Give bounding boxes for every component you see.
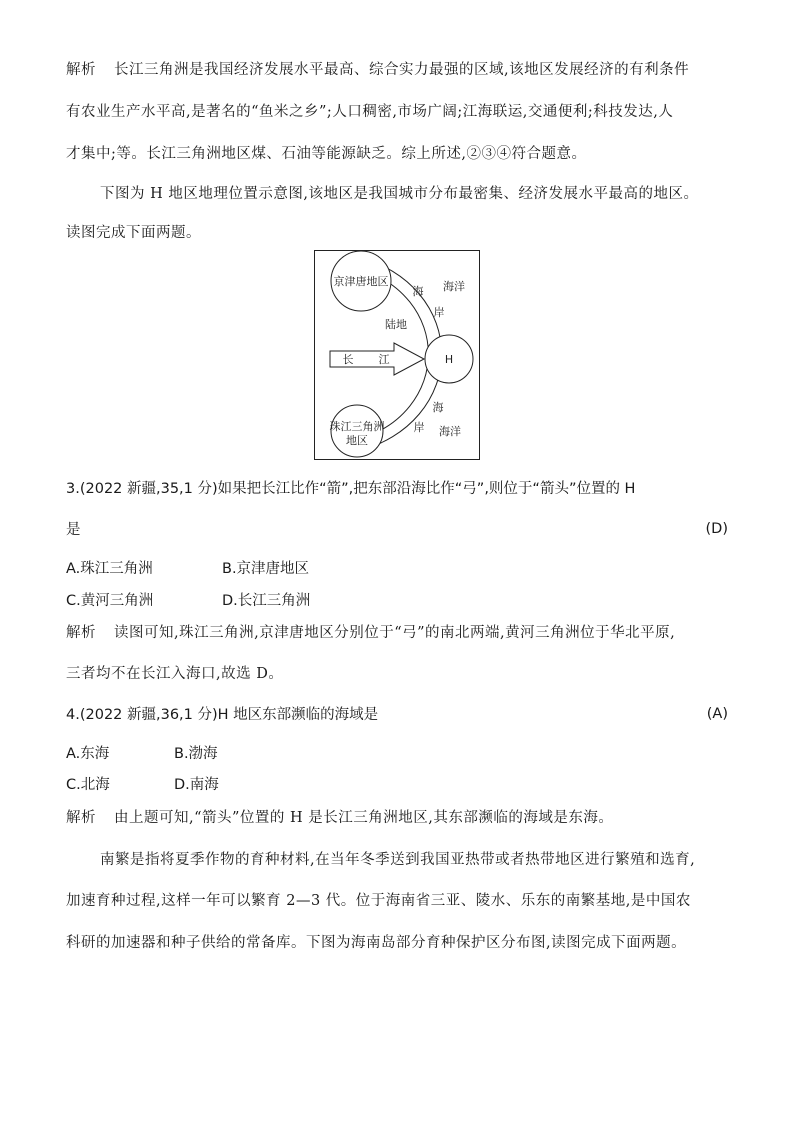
question-4-option-d: D.南海 (174, 777, 219, 793)
question-4-option-c: C.北海 (66, 777, 110, 793)
coast-an-top: 岸 (433, 306, 445, 319)
bottom-circle-label-2: 地区 (346, 434, 368, 447)
bottom-circle-label-1: 珠江三角洲 (329, 420, 385, 433)
question-3-stem-line-1: 3.(2022 新疆,35,1 分)如果把长江比作“箭”,把东部沿海比作“弓”,则位于“箭头”位置的 H (66, 481, 636, 497)
analysis-1-line-2: 有农业生产水平高,是著名的“鱼米之乡”;人口稠密,市场广阔;江海联运,交通便利;科技发达,人 (66, 104, 674, 120)
h-label: H (444, 353, 454, 366)
intro-2-line-1: 南繁是指将夏季作物的育种材料,在当年冬季送到我国亚热带或者热带地区进行繁殖和选育, (100, 852, 696, 868)
coast-an-bottom: 岸 (413, 421, 425, 434)
river-label-1: 长 (342, 353, 354, 366)
analysis-3-line-2: 三者均不在长江入海口,故选 D。 (66, 666, 284, 682)
question-4-option-b: B.渤海 (174, 746, 218, 762)
question-3-option-b: B.京津唐地区 (222, 561, 310, 577)
intro-1-line-1: 下图为 H 地区地理位置示意图,该地区是我国城市分布最密集、经济发展水平最高的地区。 (100, 186, 699, 202)
question-3-answer: (D) (705, 521, 728, 537)
analysis-1-line-1: 解析 长江三角洲是我国经济发展水平最高、综合实力最强的区域,该地区发展经济的有利条件 (66, 62, 690, 78)
analysis-3-line-1: 解析 读图可知,珠江三角洲,京津唐地区分别位于“弓”的南北两端,黄河三角洲位于华北平原, (66, 625, 676, 641)
analysis-label: 解析 (66, 625, 96, 641)
coast-hai-bottom: 海 (432, 401, 444, 414)
analysis-1-line-3: 才集中;等。长江三角洲地区煤、石油等能源缺乏。综上所述,②③④符合题意。 (66, 146, 587, 162)
h-region-location-diagram (314, 250, 480, 460)
analysis-label: 解析 (66, 810, 96, 826)
land-label: 陆地 (385, 318, 407, 331)
question-4-stem: 4.(2022 新疆,36,1 分)H 地区东部濒临的海域是 (66, 707, 379, 723)
question-3-option-c: C.黄河三角洲 (66, 593, 154, 609)
intro-2-line-3: 科研的加速器和种子供给的常备库。下图为海南岛部分育种保护区分布图,读图完成下面两题。 (66, 935, 687, 951)
sea-top-label: 海洋 (443, 280, 465, 293)
question-4-answer: (A) (706, 706, 728, 722)
question-3-option-a: A.珠江三角洲 (66, 561, 153, 577)
analysis-4-line-1: 解析 由上题可知,“箭头”位置的 H 是长江三角洲地区,其东部濒临的海域是东海。 (66, 810, 614, 826)
coast-hai-top: 海 (412, 285, 424, 298)
sea-bottom-label: 海洋 (439, 425, 461, 438)
question-4-option-a: A.东海 (66, 746, 110, 762)
intro-1-line-2: 读图完成下面两题。 (66, 225, 201, 241)
question-3-stem-line-2: 是 (66, 522, 81, 538)
top-circle-label: 京津唐地区 (333, 275, 389, 288)
intro-2-line-2: 加速育种过程,这样一年可以繁育 2—3 代。位于海南省三亚、陵水、乐东的南繁基地,是中国农 (66, 893, 691, 909)
river-label-2: 江 (378, 353, 390, 366)
analysis-label: 解析 (66, 62, 96, 78)
question-3-option-d: D.长江三角洲 (222, 593, 311, 609)
